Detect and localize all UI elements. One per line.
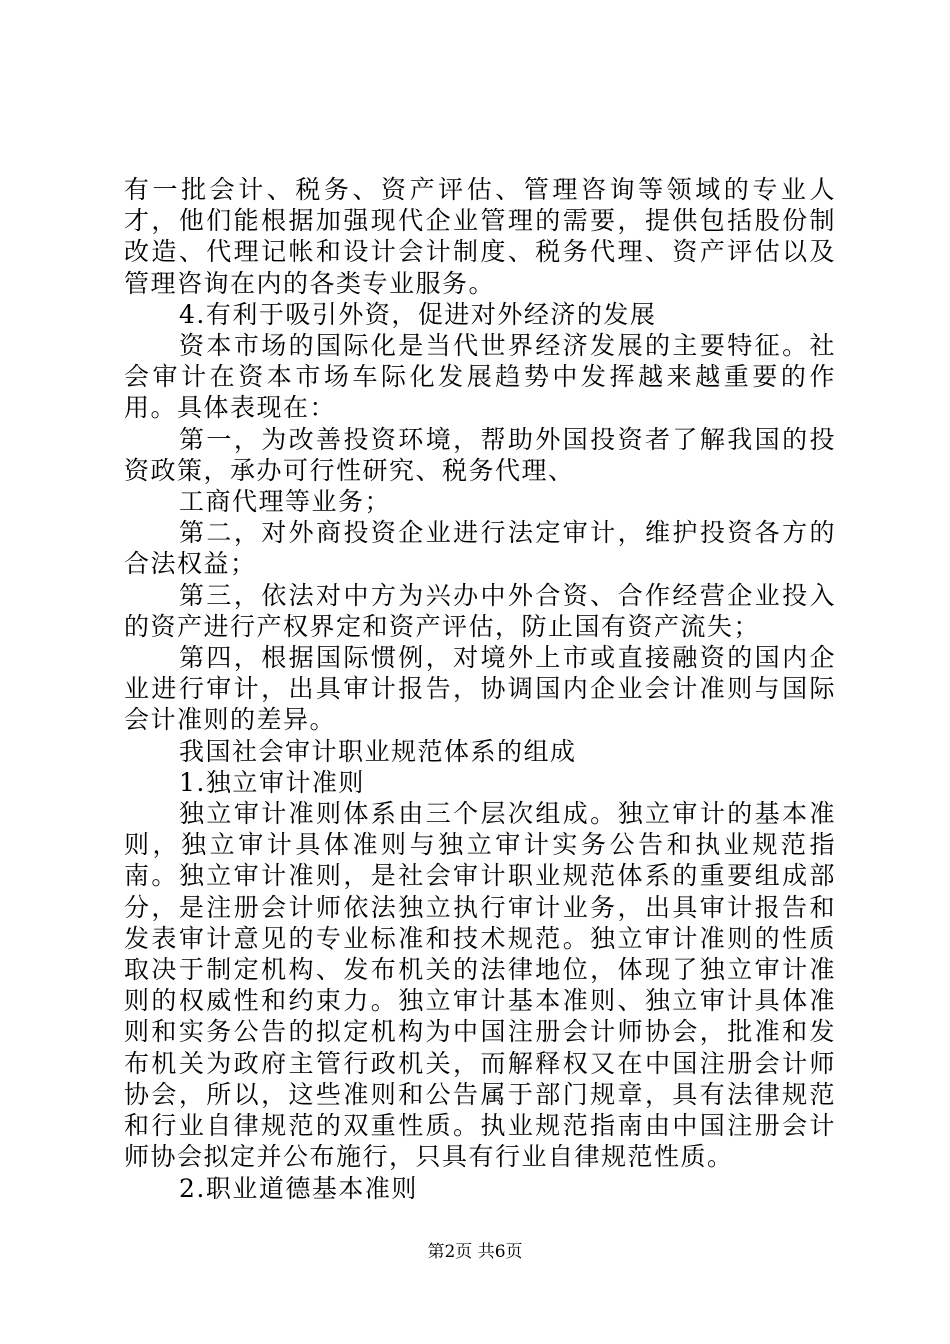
- paragraph-3: 资本市场的国际化是当代世界经济发展的主要特征。社会审计在资本市场车际化发展趋势中发挥越来越重要的作用。具体表现在：: [124, 331, 836, 423]
- paragraph-1: 有一批会计、税务、资产评估、管理咨询等领域的专业人才，他们能根据加强现代企业管理的需要，提供包括股份制改造、代理记帐和设计会计制度、税务代理、资产评估以及管理咨询在内的各类专业服务。: [124, 175, 836, 298]
- paragraph-6: 第二，对外商投资企业进行法定审计，维护投资各方的合法权益；: [124, 518, 836, 579]
- paragraph-11: 独立审计准则体系由三个层次组成。独立审计的基本准则，独立审计具体准则与独立审计实务公告和执业规范指南。独立审计准则，是社会审计职业规范体系的重要组成部分，是注册会计师依法独立执行审计业务，出具审计报告和发表审计意见的专业标准和技术规范。独立审计准则的性质取决于制定机构、发布机关的法律地位，体现了独立审计准则的权威性和约束力。独立审计基本准则、独立审计具体准则和实务公告的拟定机构为中国注册会计师协会，批准和发布机关为政府主管行政机关，而解释权又在中国注册会计师协会，所以，这些准则和公告属于部门规章，具有法律规范和行业自律规范的双重性质。执业规范指南由中国注册会计师协会拟定并公布施行，只具有行业自律规范性质。: [124, 799, 836, 1172]
- paragraph-2: 4.有利于吸引外资，促进对外经济的发展: [179, 299, 657, 329]
- subsection-heading-1: 1.独立审计准则: [179, 767, 365, 797]
- page-footer: [0, 1242, 950, 1262]
- subsection-heading-2: 2.职业道德基本准则: [179, 1173, 418, 1203]
- paragraph-4: 第一，为改善投资环境，帮助外国投资者了解我国的投资政策，承办可行性研究、税务代理、: [124, 424, 836, 485]
- section-heading: 我国社会审计职业规范体系的组成: [179, 736, 577, 766]
- paragraph-8: 第四，根据国际惯例，对境外上市或直接融资的国内企业进行审计，出具审计报告，协调国内企业会计准则与国际会计准则的差异。: [124, 643, 836, 735]
- paragraph-7: 第三，依法对中方为兴办中外合资、合作经营企业投入的资产进行产权界定和资产评估，防止国有资产流失；: [124, 580, 836, 641]
- paragraph-5: 工商代理等业务；: [179, 487, 392, 517]
- page-number: 第2页 共6页: [427, 1242, 523, 1262]
- document-body: [124, 174, 836, 1204]
